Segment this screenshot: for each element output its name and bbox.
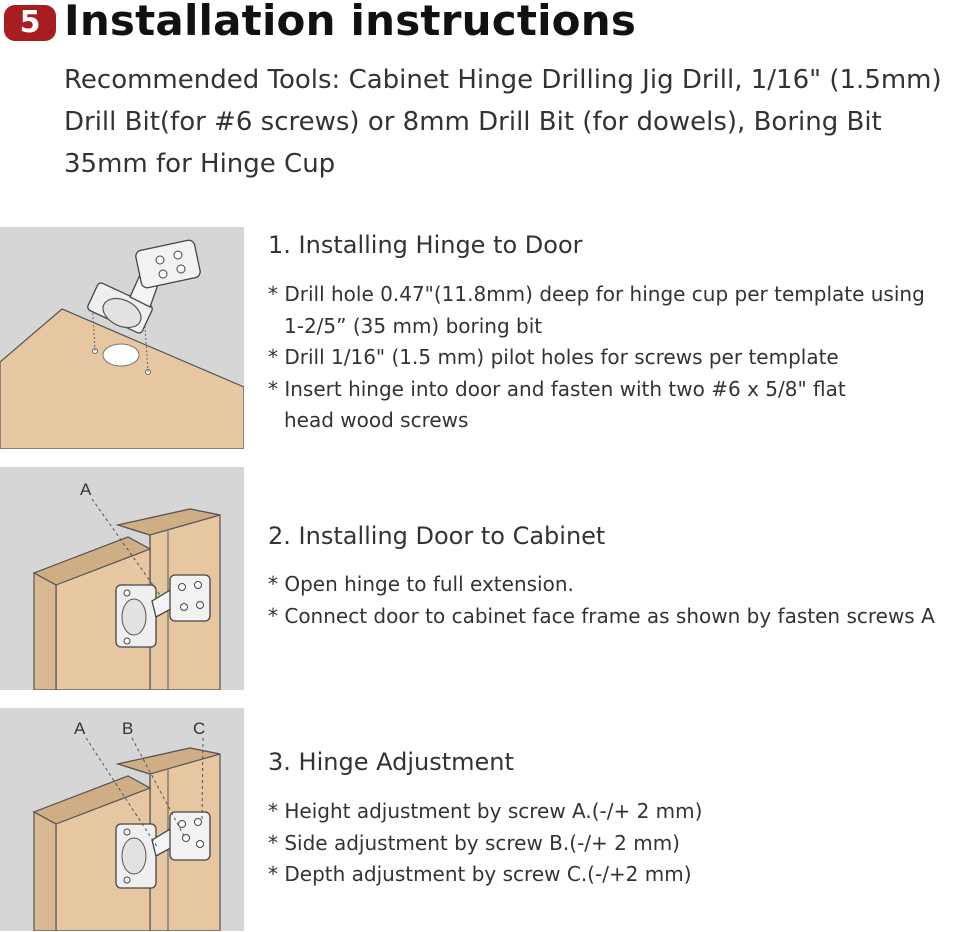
- section-title: 3. Hinge Adjustment: [268, 748, 514, 776]
- page-title: Installation instructions: [64, 0, 637, 45]
- figure-label-b: B: [122, 719, 134, 738]
- recommended-tools-text: Recommended Tools: Cabinet Hinge Drilling Jig Drill, 1/16" (1.5mm) Drill Bit(for #6 screws) or 8mm Drill Bit (for dowels), Boring Bit 35mm for Hinge Cup: [64, 65, 942, 179]
- section-3-instructions: [268, 796, 702, 891]
- instruction-line: * Height adjustment by screw A.(-/+ 2 mm): [268, 799, 703, 823]
- instruction-line: * Insert hinge into door and fasten with two #6 x 5/8" flat: [268, 376, 846, 401]
- instruction-line: * Side adjustment by screw B.(-/+ 2 mm): [268, 830, 680, 855]
- hinge-adjustment-illustration: [0, 708, 244, 931]
- section-2-instructions: [268, 569, 935, 632]
- section-1-instructions: [268, 279, 925, 437]
- instruction-line: 1-2/5” (35 mm) boring bit: [284, 313, 543, 338]
- instruction-line: * Drill 1/16" (1.5 mm) pilot holes for screws per template: [268, 345, 839, 369]
- instruction-line: * Open hinge to full extension.: [268, 572, 574, 596]
- instruction-line: * Drill hole 0.47"(11.8mm) deep for hinge cup per template using: [268, 282, 925, 306]
- door-to-cabinet-illustration: [0, 467, 244, 690]
- figure-label-a: A: [74, 719, 86, 738]
- section-title: 2. Installing Door to Cabinet: [268, 522, 606, 550]
- figure-label-a: A: [80, 480, 92, 499]
- hinge-to-door-illustration: [0, 227, 244, 449]
- step-badge: [4, 5, 56, 41]
- instruction-line: head wood screws: [284, 408, 469, 432]
- section-title: 1. Installing Hinge to Door: [268, 231, 583, 259]
- figure-label-c: C: [193, 719, 206, 738]
- step-number: 5: [19, 5, 41, 40]
- instruction-line: * Depth adjustment by screw C.(-/+2 mm): [268, 862, 692, 886]
- instruction-line: * Connect door to cabinet face frame as shown by fasten screws A: [268, 603, 935, 628]
